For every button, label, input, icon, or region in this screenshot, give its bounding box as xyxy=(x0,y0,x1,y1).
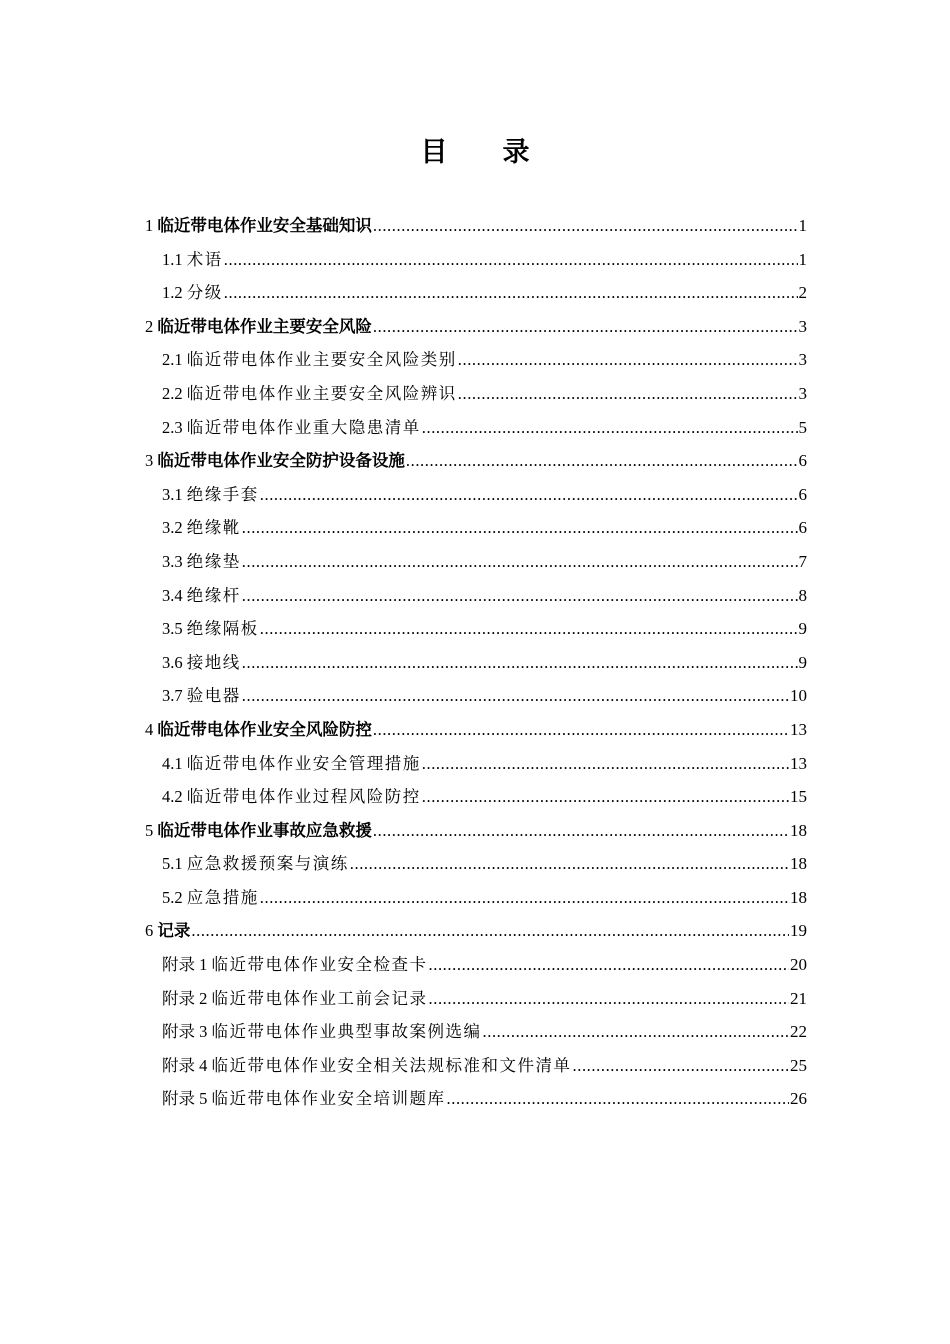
toc-leader-dots xyxy=(422,780,789,814)
toc-entry-page: 2 xyxy=(798,283,807,303)
toc-entry-number: 6 xyxy=(145,921,158,941)
toc-entry-title: 分级 xyxy=(186,283,223,303)
toc-entry-number: 4.1 xyxy=(162,753,187,773)
toc-leader-dots xyxy=(260,881,789,915)
toc-entry[interactable] xyxy=(145,948,807,982)
toc-entry-title: 绝缘垫 xyxy=(186,551,241,571)
toc-entry-number: 4.2 xyxy=(162,787,187,807)
toc-entry-title: 临近带电体作业安全风险防控 xyxy=(157,719,372,739)
toc-entry-page: 21 xyxy=(790,988,807,1008)
toc-entry[interactable] xyxy=(145,814,807,848)
toc-leader-dots xyxy=(191,914,789,948)
toc-entry-page: 19 xyxy=(790,921,807,941)
toc-entry-number: 5.2 xyxy=(162,887,187,907)
toc-leader-dots xyxy=(242,579,798,613)
toc-entry-page: 10 xyxy=(790,686,807,706)
toc-entry-label xyxy=(162,1082,446,1116)
toc-entry-title: 临近带电体作业安全检查卡 xyxy=(211,955,428,975)
toc-entry-title: 临近带电体作业安全防护设备设施 xyxy=(157,451,405,471)
toc-entry-title: 临近带电体作业安全培训题库 xyxy=(211,1089,446,1109)
toc-entry-page: 26 xyxy=(790,1089,807,1109)
toc-entry-page: 1 xyxy=(798,216,807,235)
toc-entry-label xyxy=(162,747,421,781)
toc-entry[interactable] xyxy=(145,511,807,545)
toc-entry-number: 3.1 xyxy=(162,484,187,504)
toc-entry-page: 6 xyxy=(798,518,807,538)
toc-entry[interactable] xyxy=(145,343,807,377)
toc-entry[interactable] xyxy=(145,276,807,310)
toc-entry[interactable] xyxy=(145,982,807,1016)
toc-leader-dots xyxy=(260,612,798,646)
toc-entry[interactable] xyxy=(145,411,807,445)
toc-entry-number: 3.3 xyxy=(162,551,187,571)
toc-entry[interactable] xyxy=(145,747,807,781)
toc-entry[interactable] xyxy=(145,646,807,680)
toc-entry-title: 临近带电体作业主要安全风险类别 xyxy=(186,350,457,370)
toc-entry-title: 绝缘手套 xyxy=(186,484,259,504)
toc-entry-title: 术语 xyxy=(186,249,223,269)
toc-entry-label xyxy=(145,814,372,848)
toc-entry[interactable] xyxy=(145,1082,807,1116)
toc-leader-dots xyxy=(458,377,798,411)
toc-entry-title: 记录 xyxy=(157,921,191,941)
toc-entry-number: 附录 5 xyxy=(162,1089,212,1109)
toc-entry-number: 2 xyxy=(145,316,158,336)
toc-leader-dots xyxy=(260,478,798,512)
toc-entry-page: 9 xyxy=(798,652,807,672)
toc-entry[interactable] xyxy=(145,478,807,512)
toc-entry-number: 附录 3 xyxy=(162,1022,212,1042)
toc-entry-number: 3.4 xyxy=(162,585,187,605)
toc-entry-page: 13 xyxy=(790,719,807,739)
toc-entry[interactable] xyxy=(145,579,807,613)
toc-entry-page: 15 xyxy=(790,787,807,807)
toc-leader-dots xyxy=(429,982,790,1016)
toc-leader-dots xyxy=(406,444,798,478)
toc-entry-number: 5 xyxy=(145,820,158,840)
toc-entry-title: 临近带电体作业典型事故案例选编 xyxy=(211,1022,482,1042)
toc-entry-number: 4 xyxy=(145,719,158,739)
toc-entry-title: 临近带电体作业重大隐患清单 xyxy=(186,417,421,437)
toc-entry-page: 3 xyxy=(798,350,807,370)
toc-leader-dots xyxy=(350,847,789,881)
toc-leader-dots xyxy=(573,1049,790,1083)
toc-entry-number: 附录 4 xyxy=(162,1055,212,1075)
toc-entry-title: 临近带电体作业安全基础知识 xyxy=(157,216,372,235)
toc-entry-number: 附录 2 xyxy=(162,988,212,1008)
toc-entry-label xyxy=(162,411,421,445)
toc-entry[interactable] xyxy=(145,713,807,747)
toc-leader-dots xyxy=(242,646,798,680)
toc-leader-dots xyxy=(224,243,798,277)
toc-entry-label xyxy=(162,478,259,512)
toc-leader-dots xyxy=(429,948,790,982)
toc-entry[interactable] xyxy=(145,310,807,344)
toc-entry-page: 18 xyxy=(790,820,807,840)
toc-entry-title: 绝缘靴 xyxy=(186,518,241,538)
toc-entry-label xyxy=(162,276,223,310)
toc-entry-number: 1.1 xyxy=(162,249,187,269)
toc-entry-label xyxy=(162,612,259,646)
toc-entry-title: 接地线 xyxy=(186,652,241,672)
toc-entry-page: 18 xyxy=(790,854,807,874)
toc-entry-page: 8 xyxy=(798,585,807,605)
toc-entry-number: 2.2 xyxy=(162,383,187,403)
toc-leader-dots xyxy=(422,747,789,781)
toc-entry-title: 临近带电体作业主要安全风险辨识 xyxy=(186,383,457,403)
toc-entry-number: 1.2 xyxy=(162,283,187,303)
toc-entry-number: 2.3 xyxy=(162,417,187,437)
toc-leader-dots xyxy=(242,511,798,545)
toc-entry-page: 6 xyxy=(798,484,807,504)
toc-leader-dots xyxy=(422,411,798,445)
toc-entry-label xyxy=(162,982,428,1016)
toc-entry-label xyxy=(162,243,223,277)
toc-entry-label xyxy=(145,713,372,747)
toc-entry[interactable] xyxy=(145,545,807,579)
toc-entry-number: 3.6 xyxy=(162,652,187,672)
toc-leader-dots xyxy=(373,209,798,243)
toc-entry-label xyxy=(162,1049,572,1083)
table-of-contents xyxy=(145,209,807,1116)
toc-entry-label xyxy=(162,881,259,915)
toc-leader-dots xyxy=(458,343,798,377)
toc-entry-title: 临近带电体作业主要安全风险 xyxy=(157,316,372,336)
toc-entry-label xyxy=(162,511,241,545)
toc-entry-label xyxy=(145,209,372,243)
toc-leader-dots xyxy=(373,713,789,747)
toc-entry[interactable] xyxy=(145,377,807,411)
toc-entry-title: 临近带电体作业工前会记录 xyxy=(211,988,428,1008)
toc-entry-page: 25 xyxy=(790,1055,807,1075)
toc-entry-label xyxy=(162,545,241,579)
toc-leader-dots xyxy=(373,814,789,848)
toc-entry-label xyxy=(162,1015,482,1049)
toc-entry-label xyxy=(162,679,241,713)
toc-entry[interactable] xyxy=(145,1049,807,1083)
toc-entry-title: 临近带电体作业安全管理措施 xyxy=(186,753,421,773)
toc-entry[interactable] xyxy=(145,1015,807,1049)
toc-entry-page: 3 xyxy=(798,316,807,336)
toc-entry-number: 5.1 xyxy=(162,854,187,874)
toc-entry-title: 临近带电体作业过程风险防控 xyxy=(186,787,421,807)
toc-entry-number: 3 xyxy=(145,451,158,471)
toc-entry-page: 9 xyxy=(798,619,807,639)
toc-entry[interactable] xyxy=(145,612,807,646)
toc-entry-page: 3 xyxy=(798,383,807,403)
toc-entry[interactable] xyxy=(145,914,807,948)
toc-entry-page: 5 xyxy=(798,417,807,437)
toc-entry-label xyxy=(162,780,421,814)
toc-entry-title: 临近带电体作业事故应急救援 xyxy=(157,820,372,840)
toc-entry-number: 3.2 xyxy=(162,518,187,538)
toc-leader-dots xyxy=(447,1082,790,1116)
toc-entry-page: 1 xyxy=(798,249,807,269)
toc-entry[interactable] xyxy=(145,780,807,814)
toc-entry[interactable] xyxy=(145,444,807,478)
toc-leader-dots xyxy=(483,1015,790,1049)
page-title: 目 录 xyxy=(420,137,544,168)
toc-entry[interactable] xyxy=(145,243,807,277)
toc-entry-label xyxy=(162,343,457,377)
toc-entry-number: 1 xyxy=(145,216,158,235)
toc-entry[interactable] xyxy=(145,881,807,915)
toc-entry-number: 2.1 xyxy=(162,350,187,370)
toc-entry[interactable] xyxy=(145,847,807,881)
toc-entry-page: 7 xyxy=(798,551,807,571)
toc-entry-title: 应急措施 xyxy=(186,887,259,907)
toc-entry-page: 18 xyxy=(790,887,807,907)
toc-entry-label xyxy=(162,948,428,982)
toc-entry-page: 22 xyxy=(790,1022,807,1042)
toc-entry-title: 绝缘隔板 xyxy=(186,619,259,639)
toc-entry-number: 附录 1 xyxy=(162,955,212,975)
toc-entry-label xyxy=(162,579,241,613)
toc-entry-label xyxy=(145,444,405,478)
toc-entry-label xyxy=(145,914,190,948)
toc-entry[interactable] xyxy=(145,679,807,713)
toc-entry-title: 临近带电体作业安全相关法规标准和文件清单 xyxy=(211,1055,572,1075)
toc-entry-number: 3.5 xyxy=(162,619,187,639)
toc-entry-title: 绝缘杆 xyxy=(186,585,241,605)
toc-leader-dots xyxy=(373,310,798,344)
toc-entry-page: 20 xyxy=(790,955,807,975)
toc-entry-number: 3.7 xyxy=(162,686,187,706)
toc-entry[interactable] xyxy=(145,209,807,243)
toc-entry-page: 6 xyxy=(798,451,807,471)
toc-leader-dots xyxy=(224,276,798,310)
toc-entry-label xyxy=(145,310,372,344)
toc-entry-title: 验电器 xyxy=(186,686,241,706)
toc-entry-label xyxy=(162,847,349,881)
toc-leader-dots xyxy=(242,545,798,579)
toc-entry-label xyxy=(162,646,241,680)
toc-entry-title: 应急救援预案与演练 xyxy=(186,854,349,874)
toc-entry-page: 13 xyxy=(790,753,807,773)
toc-leader-dots xyxy=(242,679,789,713)
toc-entry-label xyxy=(162,377,457,411)
